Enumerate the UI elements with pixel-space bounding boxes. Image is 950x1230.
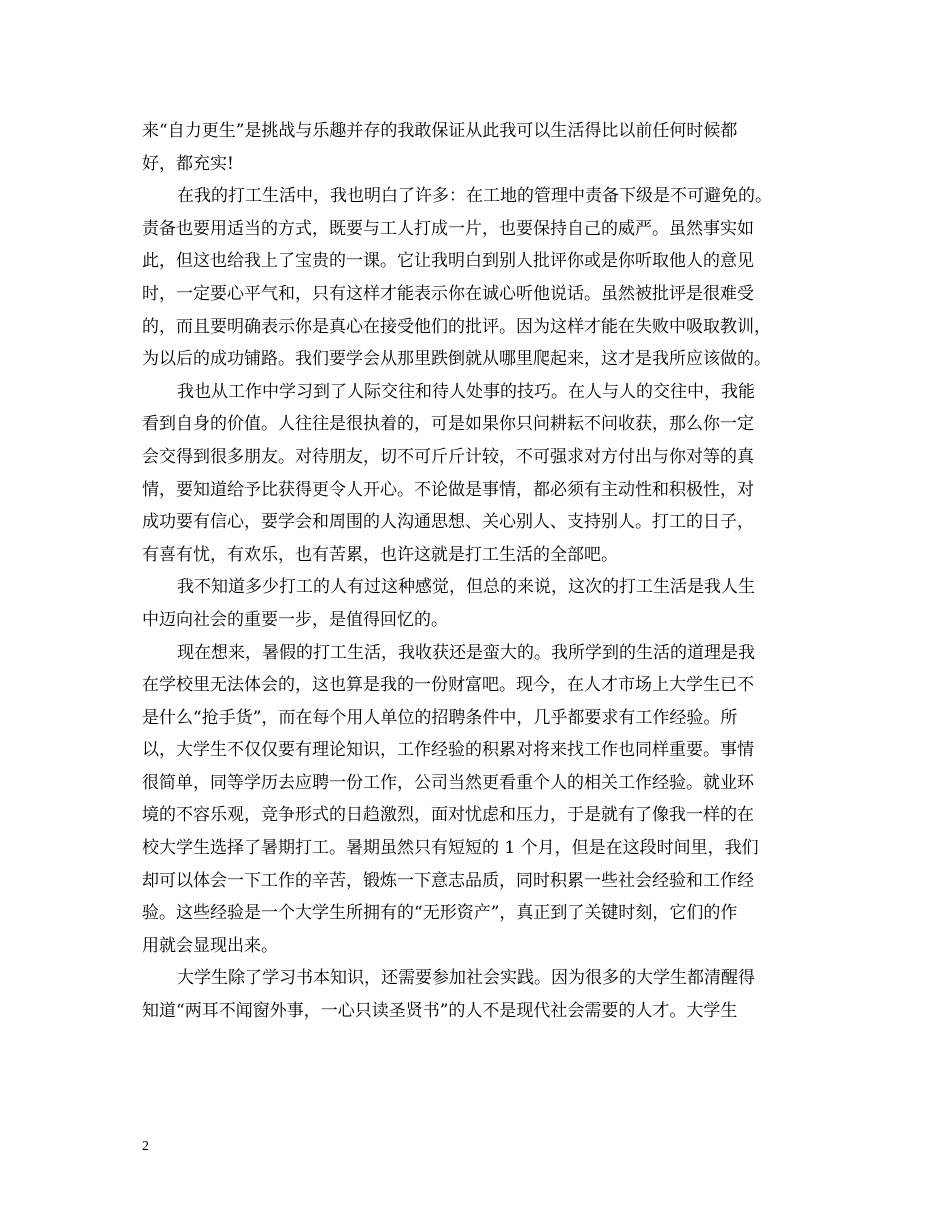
text-line: 责备也要用适当的方式，既要与工人打成一片，也要保持自己的威严。虽然事实如 — [142, 218, 754, 239]
text-line: 此，但这也给我上了宝贵的一课。它让我明白到别人批评你或是你听取他人的意见 — [142, 251, 754, 272]
text-line: 会交得到很多朋友。对待朋友，切不可斤斤计较，不可强求对方付出与你对等的真 — [142, 446, 754, 467]
text-line: 情，要知道给予比获得更令人开心。不论做是事情，都必须有主动性和积极性，对 — [142, 479, 754, 500]
text-line: 境的不容乐观，竞争形式的日趋激烈，面对忧虑和压力，于是就有了像我一样的在 — [142, 805, 754, 826]
text-line: 校大学生选择了暑期打工。暑期虽然只有短短的 1 个月，但是在这段时间里，我们 — [142, 838, 759, 859]
page-number: 2 — [142, 1139, 149, 1154]
text-line: 验。这些经验是一个大学生所拥有的“无形资产”，真正到了关键时刻，它们的作 — [142, 903, 738, 924]
text-line: 知道“两耳不闻窗外事，一心只读圣贤书”的人不是现代社会需要的人才。大学生 — [142, 1001, 738, 1022]
text-line: 是什么“抢手货”，而在每个用人单位的招聘条件中，几乎都要求有工作经验。所 — [142, 707, 738, 728]
paragraph-first-line: 在我的打工生活中，我也明白了许多：在工地的管理中责备下级是不可避免的。 — [177, 186, 772, 207]
text-line: 的，而且要明确表示你是真心在接受他们的批评。因为这样才能在失败中吸取教训， — [142, 316, 771, 337]
text-line: 来“自力更生”是挑战与乐趣并存的我敢保证从此我可以生活得比以前任何时候都 — [142, 121, 738, 141]
text-line: 中迈向社会的重要一步，是值得回忆的。 — [142, 609, 448, 630]
text-line: 成功要有信心，要学会和周围的人沟通思想、关心别人、支持别人。打工的日子， — [142, 512, 754, 533]
text-line: 用就会显现出来。 — [142, 935, 278, 956]
text-line: 时，一定要心平气和，只有这样才能表示你在诚心听他说话。虽然被批评是很难受 — [142, 283, 754, 304]
text-line: 看到自身的价值。人往往是很执着的，可是如果你只问耕耘不问收获，那么你一定 — [142, 414, 754, 435]
text-line: 为以后的成功铺路。我们要学会从那里跌倒就从哪里爬起来，这才是我所应该做的。 — [142, 349, 771, 370]
text-line: 以，大学生不仅仅要有理论知识，工作经验的积累对将来找工作也同样重要。事情 — [142, 740, 754, 761]
text-line: 却可以体会一下工作的辛苦，锻炼一下意志品质，同时积累一些社会经验和工作经 — [142, 870, 754, 891]
body-text — [142, 115, 808, 1028]
paragraph-first-line: 大学生除了学习书本知识，还需要参加社会实践。因为很多的大学生都清醒得 — [177, 968, 755, 989]
paragraph-first-line: 我不知道多少打工的人有过这种感觉，但总的来说，这次的打工生活是我人生 — [177, 577, 755, 598]
paragraph-first-line: 现在想来，暑假的打工生活，我收获还是蛮大的。我所学到的生活的道理是我 — [177, 642, 755, 663]
paragraph-first-line: 我也从工作中学习到了人际交往和待人处事的技巧。在人与人的交往中，我能 — [177, 381, 755, 402]
text-line: 好，都充实! — [142, 153, 234, 174]
text-line: 很简单，同等学历去应聘一份工作，公司当然更看重个人的相关工作经验。就业环 — [142, 772, 754, 793]
text-line: 有喜有忧，有欢乐，也有苦累，也许这就是打工生活的全部吧。 — [142, 544, 618, 565]
text-line: 在学校里无法体会的，这也算是我的一份财富吧。现今，在人才市场上大学生已不 — [142, 675, 754, 696]
